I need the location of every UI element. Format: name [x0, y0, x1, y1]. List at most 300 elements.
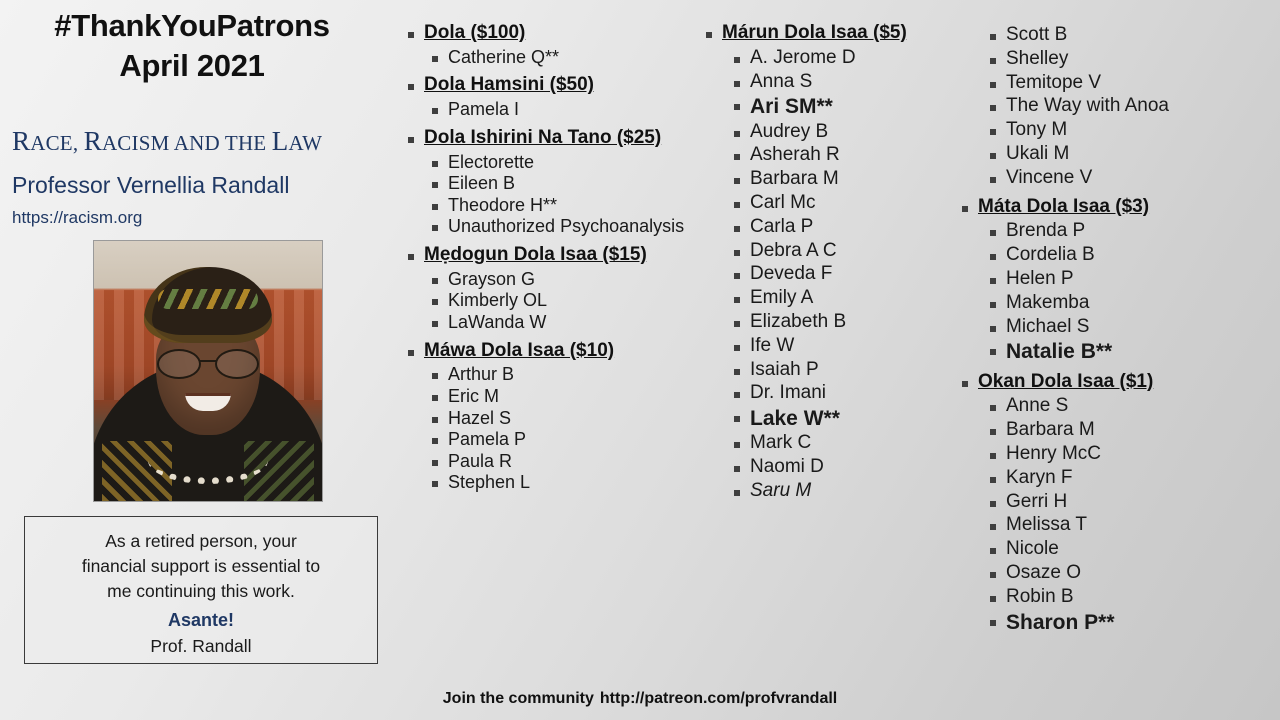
- patron-row: [734, 240, 964, 263]
- tier-group: [408, 340, 710, 494]
- brand-title-acism: ACISM AND THE: [101, 131, 272, 155]
- patron-row: [432, 269, 710, 291]
- bullet-square-icon: [990, 524, 996, 530]
- patron-list: [706, 47, 964, 503]
- month-line: April 2021: [119, 47, 265, 83]
- list-item: [432, 47, 710, 69]
- patron-row: [990, 514, 1280, 537]
- site-url[interactable]: https://racism.org: [12, 208, 143, 227]
- patron-name: Pamela I: [448, 99, 520, 120]
- list-item: [734, 287, 964, 310]
- patron-name: Vincene V: [1006, 166, 1093, 188]
- quote-box: [24, 516, 378, 664]
- quote-signature: Prof. Randall: [150, 636, 252, 657]
- brand-title-l: L: [271, 126, 289, 156]
- list-item: [990, 316, 1280, 339]
- list-item: [734, 456, 964, 479]
- page-title: [22, 6, 362, 85]
- patron-name: Temitope V: [1006, 71, 1102, 93]
- list-item: [990, 95, 1280, 118]
- bullet-square-icon: [990, 405, 996, 411]
- bullet-square-icon: [432, 225, 438, 231]
- tier-title: Máwa Dola Isaa ($10): [424, 339, 615, 361]
- bullet-square-icon: [734, 392, 740, 398]
- patron-row: [734, 287, 964, 310]
- tier-header: [408, 244, 710, 267]
- list-item: [734, 432, 964, 455]
- patron-row: [734, 216, 964, 239]
- bullet-square-icon: [432, 481, 438, 487]
- patron-name: Grayson G: [448, 268, 536, 289]
- patron-row: [432, 472, 710, 494]
- patron-row: [990, 562, 1280, 585]
- patron-list: [962, 24, 1280, 190]
- patron-row: [990, 48, 1280, 71]
- bullet-square-icon: [734, 273, 740, 279]
- patron-row: [734, 71, 964, 94]
- patron-name: Helen P: [1006, 267, 1074, 289]
- patron-row: [990, 292, 1280, 315]
- list-item: [734, 311, 964, 334]
- brand-title-r2: R: [83, 126, 102, 156]
- patron-name: Ife W: [750, 334, 795, 356]
- bullet-square-icon: [962, 381, 968, 387]
- bullet-square-icon: [990, 34, 996, 40]
- tier-title: Márun Dola Isaa ($5): [722, 22, 907, 43]
- patron-name: Karyn F: [1006, 466, 1073, 488]
- list-item: [734, 168, 964, 191]
- patron-row: [734, 311, 964, 334]
- list-item: [990, 610, 1280, 635]
- patron-row: [990, 72, 1280, 95]
- brand-title: [12, 126, 400, 157]
- bullet-square-icon: [990, 254, 996, 260]
- bullet-square-icon: [734, 345, 740, 351]
- glasses-lens-left: [157, 349, 201, 379]
- patron-name: Emily A: [750, 287, 814, 309]
- patron-row: [734, 263, 964, 286]
- patron-name: The Way with Anoa: [1006, 95, 1169, 117]
- patron-row: [734, 406, 964, 431]
- bullet-square-icon: [432, 182, 438, 188]
- patron-name: Barbara M: [1006, 419, 1095, 441]
- patron-row: [990, 467, 1280, 490]
- patron-row: [990, 244, 1280, 267]
- patron-name: Ukali M: [1006, 142, 1070, 164]
- list-item: [432, 408, 710, 430]
- bullet-square-icon: [734, 416, 740, 422]
- list-item: [734, 47, 964, 70]
- bullet-square-icon: [432, 299, 438, 305]
- patron-column-3: [962, 22, 1280, 641]
- list-item: [990, 48, 1280, 71]
- patron-row: [734, 168, 964, 191]
- tier-group: [408, 127, 710, 238]
- patron-row: [990, 316, 1280, 339]
- tier-title: Okan Dola Isaa ($1): [978, 370, 1154, 392]
- patron-name: Eileen B: [448, 173, 516, 194]
- list-item: [432, 451, 710, 473]
- patron-list: [408, 99, 710, 121]
- bullet-square-icon: [408, 254, 414, 260]
- list-item: [734, 406, 964, 431]
- bullet-square-icon: [990, 105, 996, 111]
- bullet-square-icon: [432, 56, 438, 62]
- patron-list: [408, 269, 710, 334]
- list-item: [734, 240, 964, 263]
- patron-name: Carla P: [750, 215, 814, 237]
- patron-name: Arthur B: [448, 364, 515, 385]
- bullet-square-icon: [734, 178, 740, 184]
- bullet-square-icon: [408, 137, 414, 143]
- patron-row: [990, 220, 1280, 243]
- bullet-square-icon: [990, 153, 996, 159]
- patron-name: Tony M: [1006, 119, 1068, 141]
- bullet-square-icon: [432, 278, 438, 284]
- patron-row: [432, 364, 710, 386]
- patron-name: Henry McC: [1006, 442, 1102, 464]
- tier-group: [962, 196, 1280, 365]
- bullet-square-icon: [990, 453, 996, 459]
- list-item: [432, 312, 710, 334]
- patron-name: Anna S: [750, 70, 813, 92]
- tier-group: [962, 371, 1280, 635]
- patron-name: Kimberly OL: [448, 290, 548, 311]
- list-item: [734, 335, 964, 358]
- bullet-square-icon: [990, 572, 996, 578]
- list-item: [734, 382, 964, 405]
- patron-name: Carl Mc: [750, 191, 816, 213]
- patron-row: [432, 173, 710, 195]
- bullet-square-icon: [990, 349, 996, 355]
- patron-row: [432, 290, 710, 312]
- patron-column-1: [408, 22, 710, 500]
- portrait-necklace: [148, 437, 268, 484]
- patron-name: Shelley: [1006, 47, 1069, 69]
- bullet-square-icon: [734, 321, 740, 327]
- bullet-square-icon: [408, 84, 414, 90]
- bullet-square-icon: [734, 104, 740, 110]
- list-item: [990, 491, 1280, 514]
- join-community-label: Join the community: [442, 690, 594, 707]
- list-item: [990, 292, 1280, 315]
- list-item: [990, 443, 1280, 466]
- tier-list: [706, 22, 964, 503]
- bullet-square-icon: [734, 57, 740, 63]
- patron-row: [734, 192, 964, 215]
- patron-row: [432, 386, 710, 408]
- tier-title: Dola Ishirini Na Tano ($25): [424, 126, 662, 148]
- list-item: [990, 167, 1280, 190]
- patron-row: [990, 491, 1280, 514]
- hashtag-line: #ThankYouPatrons: [54, 8, 330, 43]
- patron-row: [734, 47, 964, 70]
- bullet-square-icon: [734, 466, 740, 472]
- patron-row: [432, 216, 710, 238]
- bullet-square-icon: [990, 278, 996, 284]
- patron-name: Cordelia B: [1006, 244, 1095, 266]
- tier-header: [706, 22, 964, 45]
- patron-list: [408, 152, 710, 238]
- list-item: [990, 419, 1280, 442]
- bullet-square-icon: [734, 490, 740, 496]
- professor-name: Professor Vernellia Randall: [12, 172, 290, 198]
- patron-name: Saru M: [750, 479, 812, 501]
- bullet-square-icon: [408, 32, 414, 38]
- patron-row: [734, 456, 964, 479]
- bullet-square-icon: [706, 32, 712, 38]
- patron-row: [432, 99, 710, 121]
- patron-row: [432, 152, 710, 174]
- footer: [0, 690, 1280, 708]
- list-item: [432, 472, 710, 494]
- quote-line-3: me continuing this work.: [107, 580, 295, 601]
- patron-name: Pamela P: [448, 429, 527, 450]
- list-item: [990, 119, 1280, 142]
- list-item: [734, 192, 964, 215]
- bullet-square-icon: [408, 350, 414, 356]
- bullet-square-icon: [432, 395, 438, 401]
- patron-row: [432, 47, 710, 69]
- tier-header: [962, 371, 1280, 394]
- list-item: [432, 216, 710, 238]
- patron-name: Naomi D: [750, 456, 824, 478]
- patron-row: [990, 610, 1280, 635]
- list-item: [990, 220, 1280, 243]
- patron-name: Stephen L: [448, 472, 531, 493]
- patron-row: [990, 586, 1280, 609]
- list-item: [734, 359, 964, 382]
- patron-row: [734, 382, 964, 405]
- brand-title-ace: ACE,: [30, 131, 84, 155]
- bullet-square-icon: [990, 230, 996, 236]
- bullet-square-icon: [432, 438, 438, 444]
- patron-row: [432, 195, 710, 217]
- patron-row: [990, 24, 1280, 47]
- tier-list: [408, 22, 710, 494]
- bullet-square-icon: [432, 204, 438, 210]
- bullet-square-icon: [734, 442, 740, 448]
- bullet-square-icon: [990, 302, 996, 308]
- list-item: [734, 94, 964, 119]
- list-item: [990, 24, 1280, 47]
- bullet-square-icon: [990, 596, 996, 602]
- patron-name: Makemba: [1006, 291, 1090, 313]
- patron-name: Unauthorized Psychoanalysis: [448, 216, 685, 237]
- list-item: [990, 562, 1280, 585]
- bullet-square-icon: [734, 154, 740, 160]
- bullet-square-icon: [990, 501, 996, 507]
- bullet-square-icon: [734, 297, 740, 303]
- patron-name: Melissa T: [1006, 514, 1087, 536]
- patron-row: [990, 95, 1280, 118]
- bullet-square-icon: [990, 326, 996, 332]
- tier-header: [408, 74, 710, 97]
- patron-row: [734, 432, 964, 455]
- patron-list: [962, 220, 1280, 364]
- patron-row: [432, 312, 710, 334]
- patron-row: [990, 167, 1280, 190]
- list-item: [432, 364, 710, 386]
- list-item: [432, 269, 710, 291]
- bullet-square-icon: [734, 226, 740, 232]
- patron-list: [408, 47, 710, 69]
- patron-name: Debra A C: [750, 239, 837, 261]
- patron-name: Nicole: [1006, 538, 1059, 560]
- patron-name: Ari SM**: [750, 95, 833, 119]
- patron-row: [990, 395, 1280, 418]
- bullet-square-icon: [432, 460, 438, 466]
- bullet-square-icon: [432, 161, 438, 167]
- patron-row: [432, 429, 710, 451]
- patreon-link[interactable]: http://patreon.com/profvrandall: [599, 690, 838, 707]
- list-item: [432, 173, 710, 195]
- tier-group: [408, 22, 710, 68]
- patron-list: [962, 395, 1280, 634]
- left-panel: [0, 0, 400, 720]
- patron-row: [734, 359, 964, 382]
- patron-name: Natalie B**: [1006, 340, 1113, 364]
- list-item: [990, 143, 1280, 166]
- list-item: [734, 216, 964, 239]
- patron-name: Isaiah P: [750, 358, 819, 380]
- list-item: [734, 121, 964, 144]
- bullet-square-icon: [990, 429, 996, 435]
- bullet-square-icon: [990, 177, 996, 183]
- tier-header: [408, 22, 710, 45]
- patron-name: Mark C: [750, 432, 812, 454]
- quote-line-1: As a retired person, your: [105, 531, 297, 551]
- list-item: [432, 290, 710, 312]
- patron-row: [734, 480, 964, 503]
- bullet-square-icon: [432, 373, 438, 379]
- tier-header: [962, 196, 1280, 219]
- list-item: [990, 268, 1280, 291]
- patron-name: Elizabeth B: [750, 310, 847, 332]
- list-item: [990, 538, 1280, 561]
- patron-row: [432, 451, 710, 473]
- patron-name: Theodore H**: [448, 194, 558, 215]
- list-item: [432, 195, 710, 217]
- patron-row: [990, 143, 1280, 166]
- tier-group: [706, 22, 964, 503]
- tier-title: Dola ($100): [424, 22, 526, 43]
- bullet-square-icon: [990, 82, 996, 88]
- patron-name: Dr. Imani: [750, 382, 827, 404]
- bullet-square-icon: [990, 58, 996, 64]
- patron-name: Gerri H: [1006, 490, 1068, 512]
- bullet-square-icon: [432, 417, 438, 423]
- list-item: [990, 339, 1280, 364]
- patron-name: A. Jerome D: [750, 46, 856, 68]
- bullet-square-icon: [734, 202, 740, 208]
- tier-list: [962, 24, 1280, 635]
- list-item: [990, 467, 1280, 490]
- quote-asante: Asante!: [167, 609, 234, 630]
- patron-name: Lake W**: [750, 407, 840, 431]
- list-item: [432, 386, 710, 408]
- bullet-square-icon: [432, 108, 438, 114]
- patron-name: Sharon P**: [1006, 610, 1115, 634]
- list-item: [432, 429, 710, 451]
- list-item: [734, 263, 964, 286]
- patron-row: [734, 94, 964, 119]
- tier-group: [408, 244, 710, 334]
- patron-name: Deveda F: [750, 263, 833, 285]
- bullet-square-icon: [990, 129, 996, 135]
- patron-name: Brenda P: [1006, 220, 1086, 242]
- tier-header: [408, 127, 710, 150]
- patron-list: [408, 364, 710, 494]
- bullet-square-icon: [734, 131, 740, 137]
- patron-row: [990, 538, 1280, 561]
- patron-name: Paula R: [448, 450, 513, 471]
- quote-line-2: financial support is essential to: [81, 555, 321, 576]
- portrait-glasses: [156, 349, 260, 375]
- bullet-square-icon: [990, 548, 996, 554]
- patron-name: LaWanda W: [448, 311, 547, 332]
- portrait-photo: [93, 240, 323, 502]
- patron-row: [990, 443, 1280, 466]
- patron-name: Hazel S: [448, 407, 512, 428]
- list-item: [990, 395, 1280, 418]
- list-item: [734, 71, 964, 94]
- list-item: [734, 480, 964, 503]
- patron-name: Eric M: [448, 385, 499, 406]
- list-item: [990, 244, 1280, 267]
- bullet-square-icon: [962, 206, 968, 212]
- patron-name: Audrey B: [750, 120, 829, 142]
- patron-name: Asherah R: [750, 144, 840, 166]
- tier-group: [962, 24, 1280, 190]
- brand-title-aw: AW: [288, 131, 323, 155]
- tier-title: Máta Dola Isaa ($3): [978, 195, 1150, 217]
- glasses-lens-right: [215, 349, 259, 379]
- patron-name: Anne S: [1006, 395, 1069, 417]
- bullet-square-icon: [990, 477, 996, 483]
- tier-title: Mẹdogun Dola Isaa ($15): [424, 243, 647, 265]
- list-item: [990, 586, 1280, 609]
- list-item: [432, 99, 710, 121]
- list-item: [990, 514, 1280, 537]
- tier-title: Dola Hamsini ($50): [424, 74, 594, 96]
- patron-column-2: [706, 22, 964, 509]
- bullet-square-icon: [734, 81, 740, 87]
- patron-row: [734, 144, 964, 167]
- patron-row: [990, 419, 1280, 442]
- list-item: [734, 144, 964, 167]
- patron-name: Catherine Q**: [448, 46, 560, 67]
- tier-header: [408, 340, 710, 363]
- bullet-square-icon: [734, 250, 740, 256]
- list-item: [990, 72, 1280, 95]
- patron-row: [990, 339, 1280, 364]
- bullet-square-icon: [734, 369, 740, 375]
- patron-row: [990, 268, 1280, 291]
- brand-title-r1: R: [12, 126, 31, 156]
- bullet-square-icon: [432, 321, 438, 327]
- patron-row: [432, 408, 710, 430]
- list-item: [432, 152, 710, 174]
- patron-name: Electorette: [448, 151, 535, 172]
- patron-name: Barbara M: [750, 168, 839, 190]
- patron-name: Scott B: [1006, 24, 1068, 45]
- patron-row: [734, 335, 964, 358]
- patron-name: Osaze O: [1006, 561, 1081, 583]
- patron-name: Michael S: [1006, 315, 1090, 337]
- patron-row: [990, 119, 1280, 142]
- patron-row: [734, 121, 964, 144]
